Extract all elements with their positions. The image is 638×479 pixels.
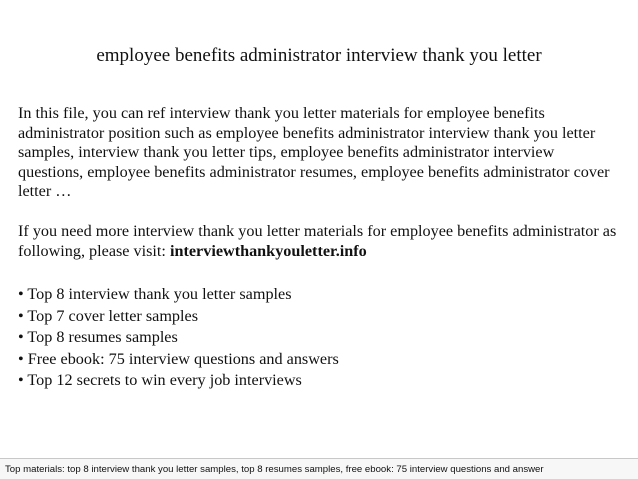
- list-item: • Top 12 secrets to win every job interviews: [18, 371, 302, 390]
- footer-bar: [0, 458, 638, 479]
- page-title: employee benefits administrator interview thank you letter: [96, 45, 542, 66]
- materials-list: [18, 284, 623, 392]
- website-link[interactable]: interviewthankyouletter.info: [169, 241, 367, 260]
- intro-paragraph: In this file, you can ref interview thank you letter materials for employee benefits administrator position such as employee benefits administrator interview thank you letter samples, interview thank you letter tips, employee benefits administrator interview questions, employee benefits administrator resumes, employee benefits administrator cover letter …: [18, 104, 610, 201]
- visit-paragraph: [18, 222, 623, 261]
- visit-text: If you need more interview thank you letter materials for employee benefits administrator as following, please visit:: [18, 222, 617, 260]
- footer-text: Top materials: top 8 interview thank you letter samples, top 8 resumes samples, free ebook: 75 interview questions and answer: [5, 464, 544, 475]
- list-item: • Top 8 resumes samples: [18, 328, 178, 347]
- list-item: • Top 8 interview thank you letter samples: [18, 285, 292, 303]
- list-item: • Top 7 cover letter samples: [18, 306, 198, 325]
- list-item: • Free ebook: 75 interview questions and answers: [18, 349, 339, 368]
